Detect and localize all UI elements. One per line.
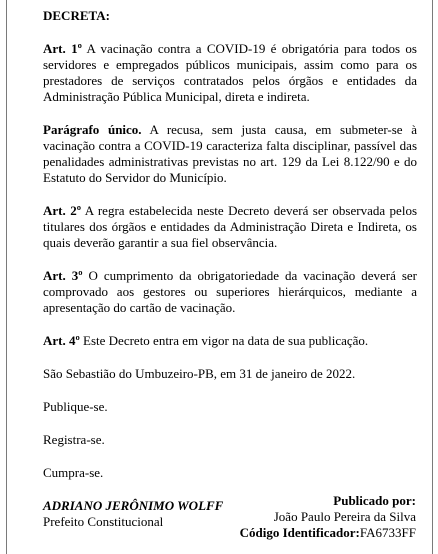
article-4-label: Art. 4º — [43, 333, 80, 348]
decree-body — [43, 8, 417, 530]
paragrafo-unico-text: A recusa, sem justa causa, em submeter-se à vacinação contra a COVID-19 caracteriza falta disciplinar, passível das penalidades administrativas previstas no art. 129 da Lei 8.122/90 e do Estatuto do Servidor do Município. — [43, 122, 418, 185]
paragrafo-unico-label: Parágrafo único. — [43, 122, 142, 137]
article-3-label: Art. 3º — [43, 268, 83, 283]
article-1-label: Art. 1º — [43, 41, 82, 56]
identifier-code: FA6733FF — [359, 525, 416, 540]
cumpra-se: Cumpra-se. — [43, 465, 104, 480]
right-margin-rule — [432, 0, 433, 554]
place-date: São Sebastião do Umbuzeiro-PB, em 31 de janeiro de 2022. — [43, 366, 356, 381]
article-4 — [43, 333, 417, 349]
registra-se: Registra-se. — [43, 432, 105, 447]
decree-heading: DECRETA: — [43, 8, 110, 23]
signatory-name: ADRIANO JERÔNIMO WOLFF — [43, 498, 224, 513]
article-1 — [43, 41, 417, 105]
left-margin-rule — [6, 0, 7, 554]
signatory-role: Prefeito Constitucional — [43, 514, 164, 529]
published-by-label: Publicado por: — [333, 493, 416, 508]
identifier-line — [240, 525, 416, 541]
article-1-text: A vacinação contra a COVID-19 é obrigatória para todos os servidores e empregados públicos municipais, assim como para os prestadores de serviços contratados pelos órgãos e entidades da Administração Pública Municipal, direta e indireta. — [43, 41, 417, 104]
publisher-name: João Paulo Pereira da Silva — [273, 509, 416, 524]
identifier-label: Código Identificador: — [239, 525, 360, 540]
paragrafo-unico — [43, 122, 417, 186]
article-2-label: Art. 2º — [43, 203, 81, 218]
article-4-text: Este Decreto entra em vigor na data de sua publicação. — [79, 333, 369, 348]
publication-block — [240, 493, 416, 541]
article-2 — [43, 203, 417, 251]
article-3-text: O cumprimento da obrigatoriedade da vacinação deverá ser comprovado aos gestores ou superiores hierárquicos, mediante a apresentação do cartão de vacinação. — [43, 268, 418, 315]
article-2-text: A regra estabelecida neste Decreto deverá ser observada pelos titulares dos órgãos e entidades da Administração Direta e Indireta, os quais deverão garantir a sua fiel observância. — [43, 203, 418, 250]
publique-se: Publique-se. — [43, 399, 108, 414]
article-3 — [43, 268, 417, 316]
